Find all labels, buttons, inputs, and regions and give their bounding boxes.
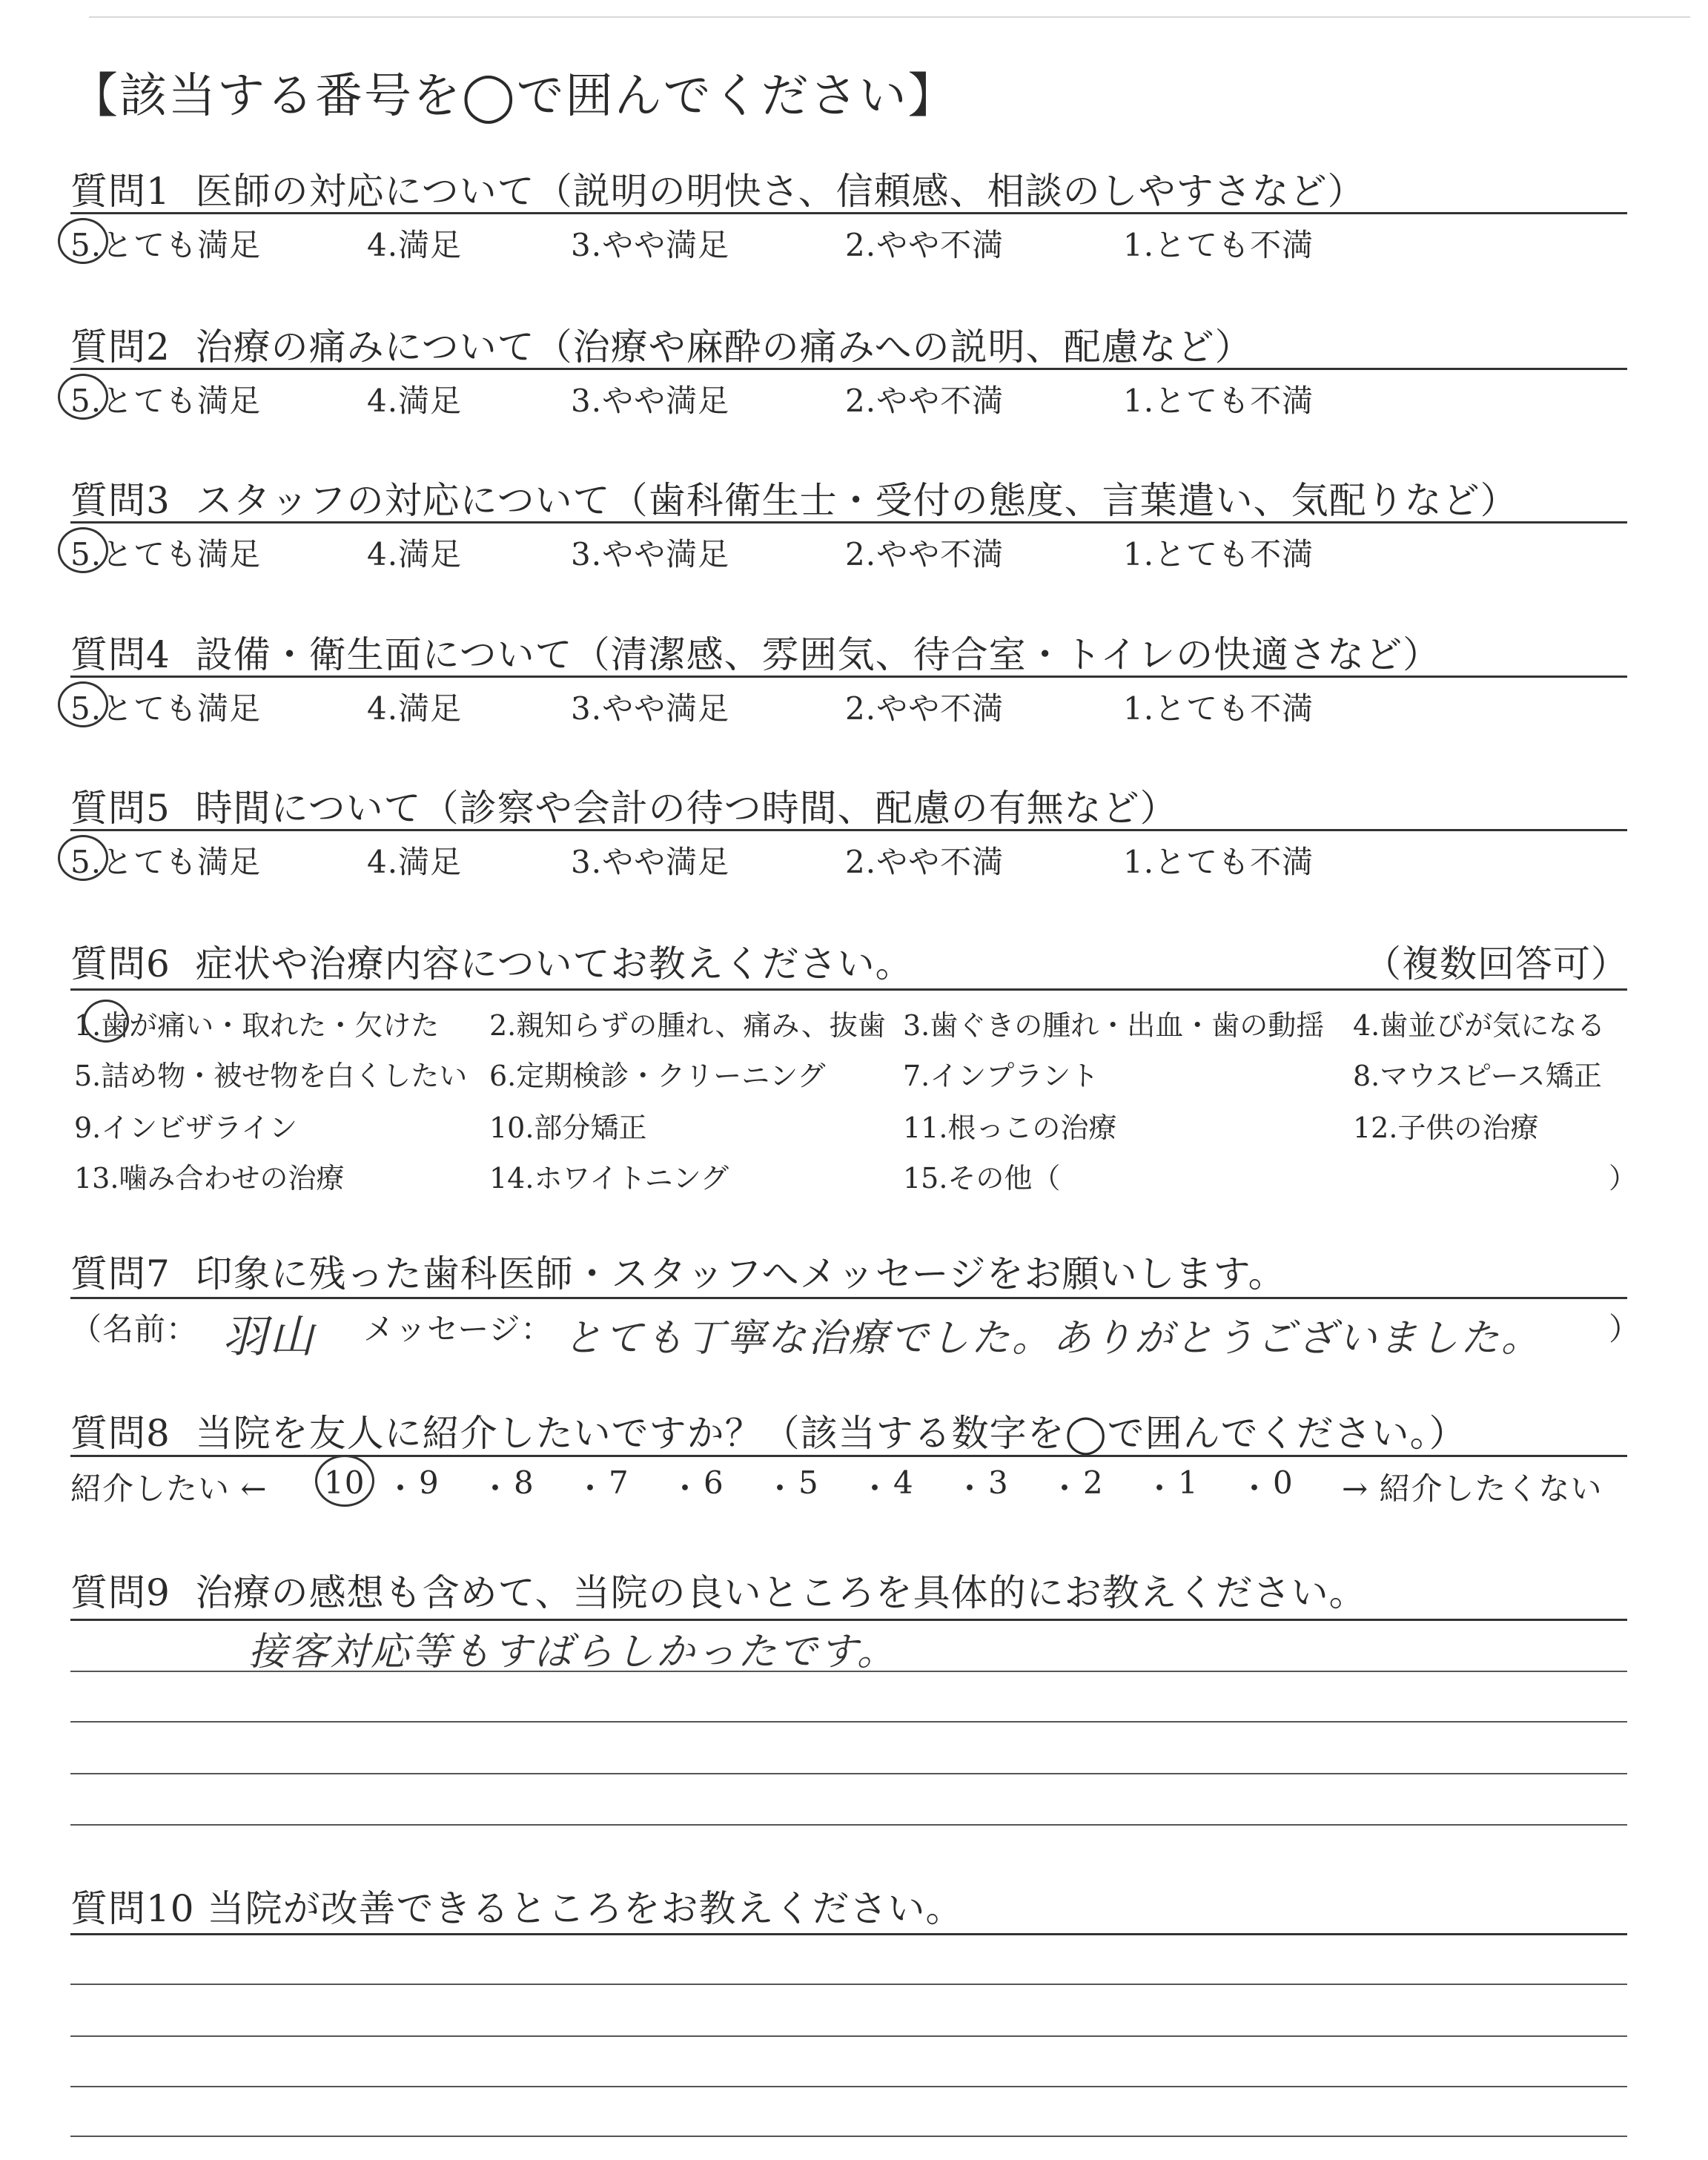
- q9-label: [70, 1563, 1367, 1616]
- q8-scale-9[interactable]: 9: [419, 1464, 440, 1501]
- q9-line-4: [70, 1824, 1627, 1826]
- q8-scale-1[interactable]: 1: [1178, 1464, 1199, 1501]
- q8-text: 当院を友人に紹介したいですか？（該当する数字を◯で囲んでください。）: [195, 1412, 1467, 1455]
- q2-option-4[interactable]: 4.満足: [367, 383, 463, 419]
- q10-label: [70, 1879, 964, 1932]
- q9-text: 治療の感想も含めて、当院の良いところを具体的にお教えください。: [195, 1571, 1367, 1614]
- q6-option-1[interactable]: 1.歯が痛い・取れた・欠けた: [74, 1009, 440, 1042]
- q8-scale-3[interactable]: 3: [988, 1464, 1009, 1501]
- q9-number: 質問9: [70, 1571, 171, 1614]
- q10-line-2: [70, 2035, 1627, 2037]
- q4-option-3[interactable]: 3.やや満足: [571, 690, 730, 727]
- q8-scale-separator: ・: [385, 1470, 417, 1507]
- q9-line-3: [70, 1773, 1627, 1774]
- q4-option-5[interactable]: 5.とても満足: [70, 690, 262, 727]
- q8-label: [70, 1404, 1467, 1457]
- q3-option-5[interactable]: 5.とても満足: [70, 536, 262, 572]
- q8-scale-separator: ・: [1049, 1470, 1082, 1507]
- q1-option-4[interactable]: 4.満足: [367, 227, 463, 263]
- q6-option-11[interactable]: 11.根っこの治療: [903, 1112, 1117, 1144]
- q8-scale-separator: ・: [954, 1470, 987, 1507]
- q3-option-3[interactable]: 3.やや満足: [571, 536, 730, 572]
- q8-scale-separator: ・: [480, 1470, 512, 1507]
- q6-option-10[interactable]: 10.部分矯正: [489, 1112, 647, 1144]
- q8-scale-separator: ・: [1144, 1470, 1176, 1507]
- q8-answer-circle: [315, 1455, 374, 1507]
- q8-scale-10[interactable]: 10: [324, 1464, 365, 1501]
- top-border: [89, 16, 1690, 18]
- q6-answer-circle: [83, 1000, 129, 1043]
- q7-text: 印象に残った歯科医師・スタッフへメッセージをお願いします。: [195, 1252, 1286, 1295]
- q2-option-1[interactable]: 1.とても不満: [1123, 383, 1314, 419]
- q2-option-5[interactable]: 5.とても満足: [70, 383, 262, 419]
- q3-number: 質問3: [70, 479, 171, 522]
- q2-label: [70, 317, 1253, 371]
- q10-line-1: [70, 1984, 1627, 1985]
- q6-option-7[interactable]: 7.インプラント: [903, 1060, 1099, 1092]
- q2-number: 質問2: [70, 326, 171, 369]
- q6-number: 質問6: [70, 942, 171, 985]
- q5-label: [70, 779, 1178, 832]
- q4-answer-circle: [58, 681, 108, 727]
- q6-option-2[interactable]: 2.親知らずの腫れ、痛み、抜歯: [489, 1009, 886, 1042]
- q10-text: 当院が改善できるところをお教えください。: [207, 1887, 964, 1930]
- q6-option-8[interactable]: 8.マウスピース矯正: [1353, 1060, 1602, 1092]
- q7-rule: [70, 1297, 1627, 1299]
- q9-answer[interactable]: 接客対応等もすばらしかったです。: [248, 1630, 898, 1674]
- q4-label: [70, 625, 1440, 678]
- q2-option-2[interactable]: 2.やや不満: [845, 383, 1004, 419]
- q4-option-4[interactable]: 4.満足: [367, 690, 463, 727]
- q1-option-3[interactable]: 3.やや満足: [571, 227, 730, 263]
- q8-rule: [70, 1455, 1627, 1457]
- q8-scale-6[interactable]: 6: [704, 1464, 724, 1501]
- q3-answer-circle: [58, 527, 108, 573]
- q6-label: [70, 934, 913, 988]
- q6-other-close: ）: [1609, 1162, 1638, 1195]
- q6-option-4[interactable]: 4.歯並びが気になる: [1353, 1009, 1606, 1042]
- q4-text: 設備・衛生面について（清潔感、雰囲気、待合室・トイレの快適さなど）: [195, 633, 1441, 676]
- q1-option-2[interactable]: 2.やや不満: [845, 227, 1004, 263]
- q1-rule: [70, 212, 1627, 214]
- q2-answer-circle: [58, 374, 108, 420]
- q5-text: 時間について（診察や会計の待つ時間、配慮の有無など）: [195, 787, 1178, 830]
- q6-option-6[interactable]: 6.定期検診・クリーニング: [489, 1060, 826, 1092]
- q6-rule: [70, 988, 1627, 991]
- q6-option-14[interactable]: 14.ホワイトニング: [489, 1162, 729, 1195]
- q2-text: 治療の痛みについて（治療や麻酔の痛みへの説明、配慮など）: [195, 326, 1253, 369]
- q3-rule: [70, 521, 1627, 524]
- q7-number: 質問7: [70, 1252, 171, 1295]
- q5-rule: [70, 829, 1627, 831]
- form-header: 【該当する番号を◯で囲んでください】: [70, 69, 957, 124]
- q6-option-9[interactable]: 9.インビザライン: [74, 1112, 298, 1144]
- q8-scale-5[interactable]: 5: [798, 1464, 819, 1501]
- q1-option-5[interactable]: 5.とても満足: [70, 227, 262, 263]
- q3-label: [70, 471, 1518, 524]
- q8-scale-7[interactable]: 7: [609, 1464, 629, 1501]
- q6-option-3[interactable]: 3.歯ぐきの腫れ・出血・歯の動揺: [903, 1009, 1325, 1042]
- q9-line-2: [70, 1721, 1627, 1723]
- q8-left-label: 紹介したい ←: [70, 1470, 268, 1507]
- q7-message-label: メッセージ：: [363, 1311, 553, 1347]
- q3-text: スタッフの対応について（歯科衛生士・受付の態度、言葉遣い、気配りなど）: [195, 479, 1518, 522]
- q1-number: 質問1: [70, 170, 171, 213]
- q4-option-2[interactable]: 2.やや不満: [845, 690, 1004, 727]
- q7-label: [70, 1244, 1286, 1298]
- q4-number: 質問4: [70, 633, 171, 676]
- q5-option-1[interactable]: 1.とても不満: [1123, 844, 1314, 880]
- q6-text: 症状や治療内容についてお教えください。: [195, 942, 913, 985]
- q10-rule: [70, 1933, 1627, 1935]
- q8-scale-8[interactable]: 8: [514, 1464, 534, 1501]
- q9-line-1: [70, 1671, 1627, 1672]
- q10-line-3: [70, 2086, 1627, 2087]
- q8-scale-separator: ・: [669, 1470, 702, 1507]
- q5-option-4[interactable]: 4.満足: [367, 844, 463, 880]
- q8-number: 質問8: [70, 1412, 171, 1455]
- q7-name-value[interactable]: 羽山: [222, 1311, 316, 1363]
- q6-option-13[interactable]: 13.噛み合わせの治療: [74, 1162, 345, 1195]
- q8-scale-0[interactable]: 0: [1273, 1464, 1294, 1501]
- q6-note: （複数回答可）: [1364, 942, 1629, 985]
- q5-number: 質問5: [70, 787, 171, 830]
- q8-right-label: → 紹介したくない: [1342, 1470, 1603, 1507]
- q6-option-12[interactable]: 12.子供の治療: [1353, 1112, 1539, 1144]
- q5-option-5[interactable]: 5.とても満足: [70, 844, 262, 880]
- q1-text: 医師の対応について（説明の明快さ、信頼感、相談のしやすさなど）: [195, 170, 1366, 213]
- q4-option-1[interactable]: 1.とても不満: [1123, 690, 1314, 727]
- q7-close-paren: ）: [1609, 1311, 1641, 1347]
- q5-answer-circle: [58, 835, 108, 881]
- q10-line-4: [70, 2136, 1627, 2137]
- q3-option-2[interactable]: 2.やや不満: [845, 536, 1004, 572]
- q6-option-5[interactable]: 5.詰め物・被せ物を白くしたい: [74, 1060, 468, 1092]
- q2-rule: [70, 368, 1627, 370]
- q8-scale-4[interactable]: 4: [893, 1464, 914, 1501]
- q8-scale-separator: ・: [575, 1470, 607, 1507]
- q3-option-4[interactable]: 4.満足: [367, 536, 463, 572]
- q1-option-1[interactable]: 1.とても不満: [1123, 227, 1314, 263]
- q1-label: [70, 162, 1366, 215]
- q7-message-value[interactable]: とても丁寧な治療でした。ありがとうございました。: [563, 1316, 1543, 1361]
- q1-answer-circle: [58, 218, 108, 264]
- q2-option-3[interactable]: 3.やや満足: [571, 383, 730, 419]
- q8-scale-separator: ・: [764, 1470, 797, 1507]
- q10-number: 質問10: [70, 1887, 195, 1930]
- q7-name-label: （名前：: [70, 1311, 199, 1347]
- q8-scale-separator: ・: [859, 1470, 892, 1507]
- q8-scale-separator: ・: [1239, 1470, 1271, 1507]
- q8-scale-2[interactable]: 2: [1083, 1464, 1104, 1501]
- q6-option-15[interactable]: 15.その他（: [903, 1162, 1061, 1195]
- q5-option-2[interactable]: 2.やや不満: [845, 844, 1004, 880]
- q5-option-3[interactable]: 3.やや満足: [571, 844, 730, 880]
- q3-option-1[interactable]: 1.とても不満: [1123, 536, 1314, 572]
- q4-rule: [70, 676, 1627, 678]
